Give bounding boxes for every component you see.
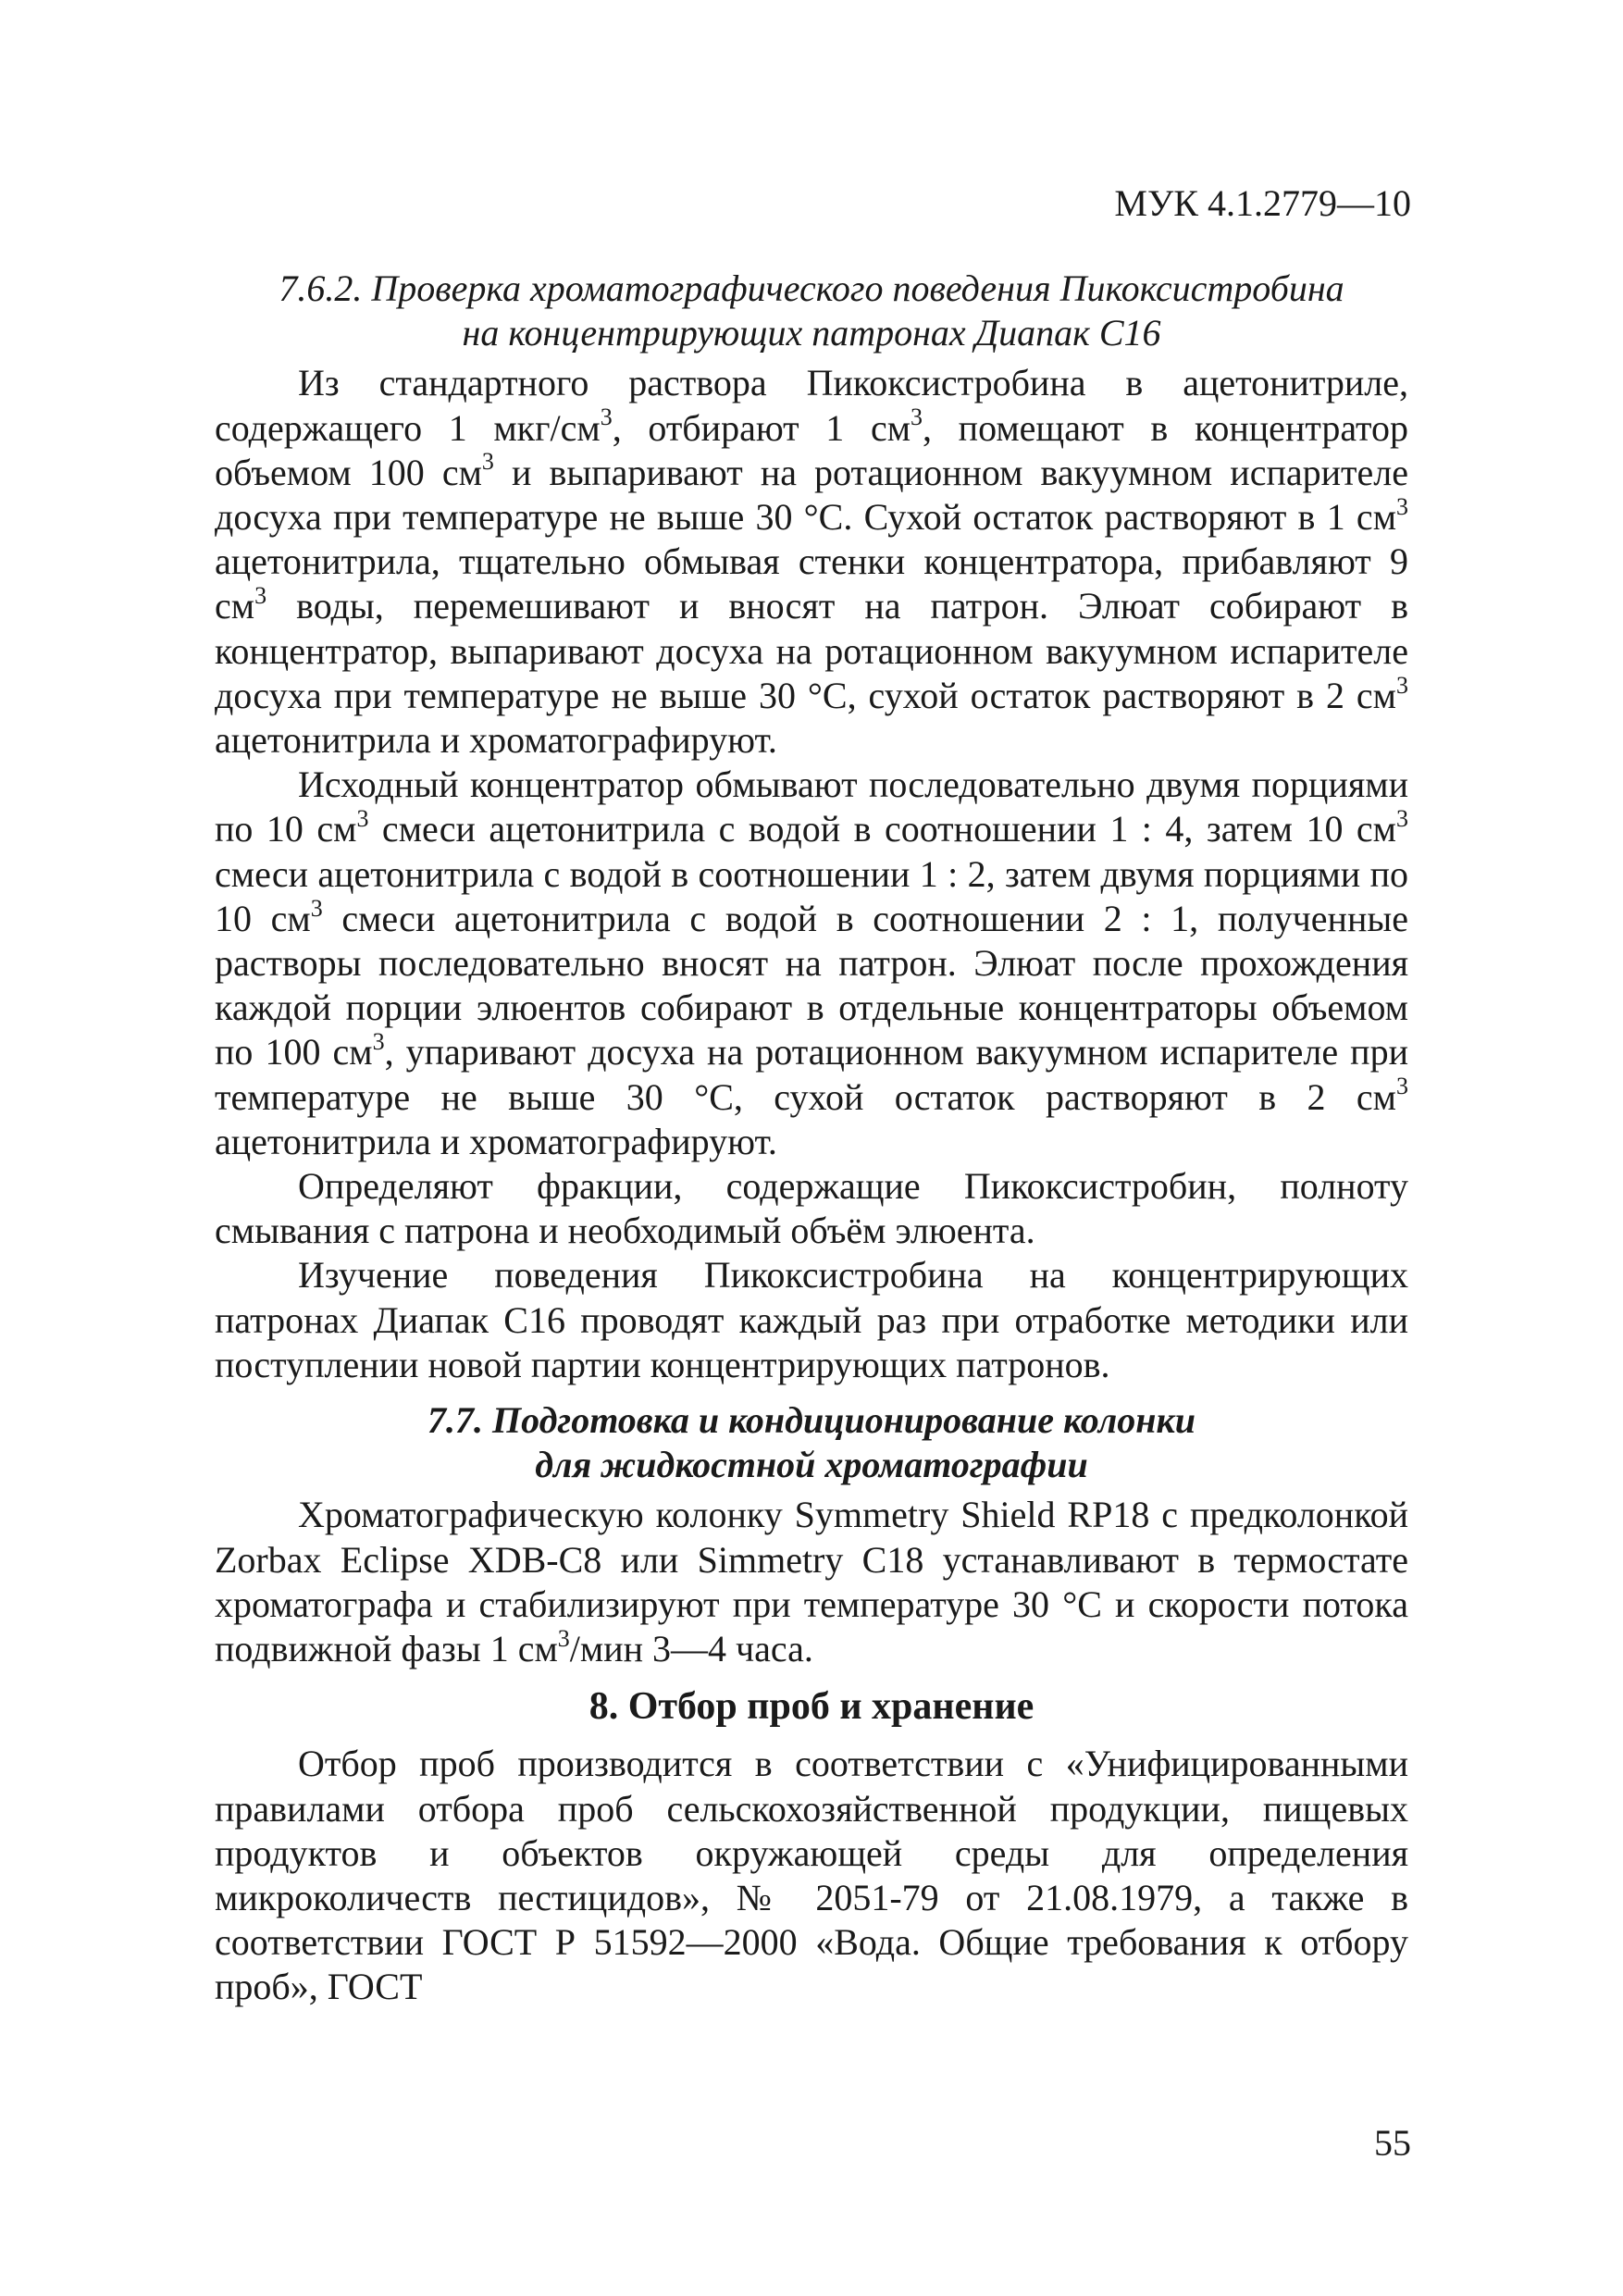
superscript: 3 <box>557 1624 570 1652</box>
paragraph: Отбор проб производится в соответствии с «Унифицированными правилами отбора проб сельскохозяйственной продукции, пищевых продуктов и объектов окружающей среды для определения микроколичеств пестицидов», № 2051-79 от 21.08.1979, а также в соответствии ГОСТ Р 51592—2000 «Вода. Общие требования к отбору проб», ГОСТ <box>215 1743 1408 2008</box>
superscript: 3 <box>356 805 369 833</box>
page-number: 55 <box>1374 2122 1411 2164</box>
superscript: 3 <box>1396 671 1408 699</box>
superscript: 3 <box>600 403 613 431</box>
superscript: 3 <box>1396 805 1408 833</box>
page-content <box>215 267 1408 2010</box>
subsection-heading-line: 7.6.2. Проверка хроматографического поведения Пикоксистробина <box>279 267 1344 309</box>
subsection-heading-line: для жидкостной хроматографии <box>535 1444 1088 1486</box>
subsection-heading-7-6-2 <box>215 267 1408 355</box>
paragraph: Определяют фракции, содержащие Пикоксистробин, полноту смывания с патрона и необходимый объём элюента. <box>215 1165 1408 1252</box>
subsection-heading-line: 7.7. Подготовка и кондиционирование колонки <box>427 1399 1196 1442</box>
superscript: 3 <box>372 1028 385 1056</box>
superscript: 3 <box>254 582 267 610</box>
paragraph: Изучение поведения Пикоксистробина на концентрирующих патронах Диапак С16 проводят каждый раз при отработке методики или поступлении новой партии концентрирующих патронов. <box>215 1254 1408 1385</box>
document-code: МУК 4.1.2779—10 <box>1114 182 1411 224</box>
subsection-heading-7-7 <box>215 1398 1408 1487</box>
superscript: 3 <box>310 894 323 922</box>
superscript: 3 <box>911 403 923 431</box>
paragraph: Хроматографическую колонку Symmetry Shield RP18 с предколонкой Zorbax Eclipse XDB-C8 или Simmetry C18 устанавливают в термостате хроматографа и стабилизируют при температуре 30 °С и скорости потока подвижной фазы 1 $см^3$/мин 3—4 часа. <box>215 1494 1408 1670</box>
superscript: 3 <box>1396 492 1408 520</box>
superscript: 3 <box>481 448 494 476</box>
paragraph: Из стандартного раствора Пикоксистробина в ацетонитриле, содержащего 1 мкг/$см^3$, отбирают 1 $см^3$, помещают в концентратор объемом 100 $см^3$ и выпаривают на ротационном вакуумном испарителе досуха при температуре не выше 30 °С. Сухой остаток растворяют в 1 $см^3$ ацетонитрила, тщательно обмывая стенки концентратора, прибавляют 9 $см^3$ воды, перемешивают и вносят на патрон. Элюат собирают в концентратор, выпаривают досуха на ротационном вакуумном испарителе досуха при температуре не выше 30 °С, сухой остаток растворяют в 2 $см^3$ ацетонитрила и хроматографируют. <box>215 362 1408 762</box>
superscript: 3 <box>1396 1073 1408 1100</box>
section-heading-8: 8. Отбор проб и хранение <box>588 1685 1035 1729</box>
subsection-heading-line: на концентрирующих патронах Диапак С16 <box>462 312 1161 354</box>
paragraph: Исходный концентратор обмывают последовательно двумя порциями по 10 $см^3$ смеси ацетонитрила с водой в соотношении 1 : 4, затем 10 $см^3$ смеси ацетонитрила с водой в соотношении 1 : 2, затем двумя порциями по 10 $см^3$ смеси ацетонитрила с водой в соотношении 2 : 1, полученные растворы последовательно вносят на патрон. Элюат после прохождения каждой порции элюентов собирают в отдельные концентраторы объемом по 100 $см^3$, упаривают досуха на ротационном вакуумном испарителе при температуре не выше 30 °С, сухой остаток растворяют в 2 $см^3$ ацетонитрила и хроматографируют. <box>215 763 1408 1162</box>
